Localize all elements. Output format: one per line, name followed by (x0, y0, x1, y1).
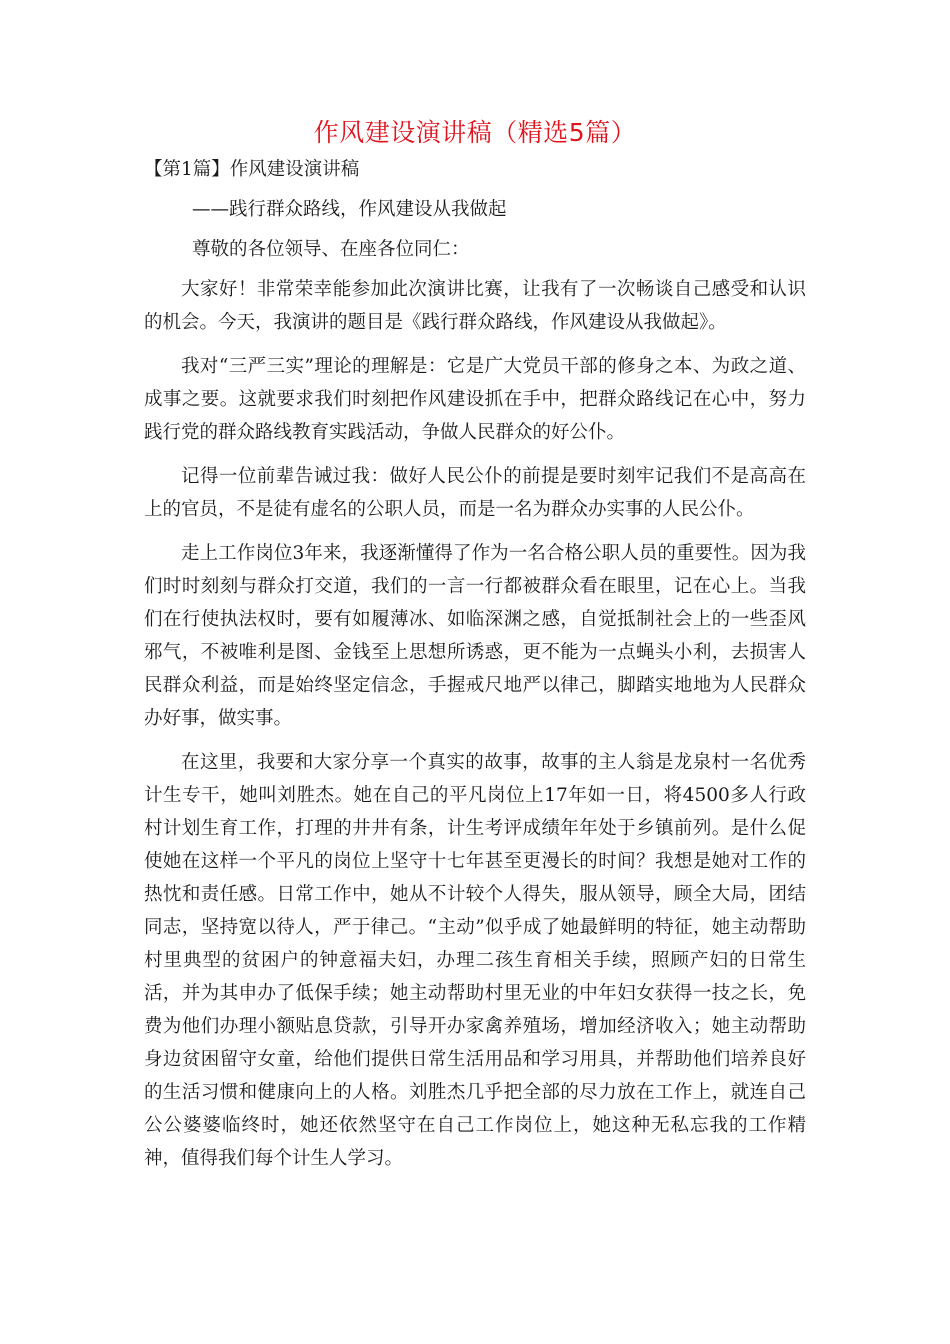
salutation: 尊敬的各位领导、在座各位同仁： (192, 239, 470, 260)
paragraph-2: 我对“三严三实”理论的理解是：它是广大党员干部的修身之本、为政之道、成事之要。这就要求我们时刻把作风建设抓在手中，把群众路线记在心中，努力践行党的群众路线教育实践活动，争做人民群众的好公仆。 (144, 356, 806, 443)
paragraph-1: 大家好！非常荣幸能参加此次演讲比赛，让我有了一次畅谈自己感受和认识的机会。今天，我演讲的题目是《践行群众路线，作风建设从我做起》。 (144, 279, 806, 333)
section-heading: 【第1篇】作风建设演讲稿 (144, 159, 360, 180)
paragraph-5: 在这里，我要和大家分享一个真实的故事，故事的主人翁是龙泉村一名优秀计生专干，她叫刘胜杰。她在自己的平凡岗位上17年如一日，将4500多人行政村计划生育工作，打理的井井有条，计生考评成绩年年处于乡镇前列。是什么促使她在这样一个平凡的岗位上坚守十七年甚至更漫长的时间？我想是她对工作的热忱和责任感。日常工作中，她从不计较个人得失，服从领导，顾全大局，团结同志，坚持宽以待人，严于律己。“主动”似乎成了她最鲜明的特征，她主动帮助村里典型的贫困户的钟意福夫妇，办理二孩生育相关手续，照顾产妇的日常生活，并为其申办了低保手续；她主动帮助村里无业的中年妇女获得一技之长，免费为他们办理小额贴息贷款，引导开办家禽养殖场，增加经济收入；她主动帮助身边贫困留守女童，给他们提供日常生活用品和学习用具，并帮助他们培养良好的生活习惯和健康向上的人格。刘胜杰几乎把全部的尽力放在工作上，就连自己公公婆婆临终时，她还依然坚守在自己工作岗位上，她这种无私忘我的工作精神，值得我们每个计生人学习。 (144, 752, 806, 1169)
paragraph-4: 走上工作岗位3年来，我逐渐懂得了作为一名合格公职人员的重要性。因为我们时时刻刻与群众打交道，我们的一言一行都被群众看在眼里，记在心上。当我们在行使执法权时，要有如履薄冰、如临深渊之感，自觉抵制社会上的一些歪风邪气，不被唯利是图、金钱至上思想所诱惑，更不能为一点蝇头小利，去损害人民群众利益，而是始终坚定信念，手握戒尺地严以律己，脚踏实地地为人民群众办好事，做实事。 (144, 543, 806, 729)
document-body (144, 153, 806, 1186)
paragraph-3: 记得一位前辈告诫过我：做好人民公仆的前提是要时刻牢记我们不是高高在上的官员，不是徒有虚名的公职人员，而是一名为群众办实事的人民公仆。 (144, 466, 806, 520)
document-title: 作风建设演讲稿（精选5篇） (313, 118, 637, 147)
speech-subtitle: ——践行群众路线，作风建设从我做起 (192, 199, 507, 220)
